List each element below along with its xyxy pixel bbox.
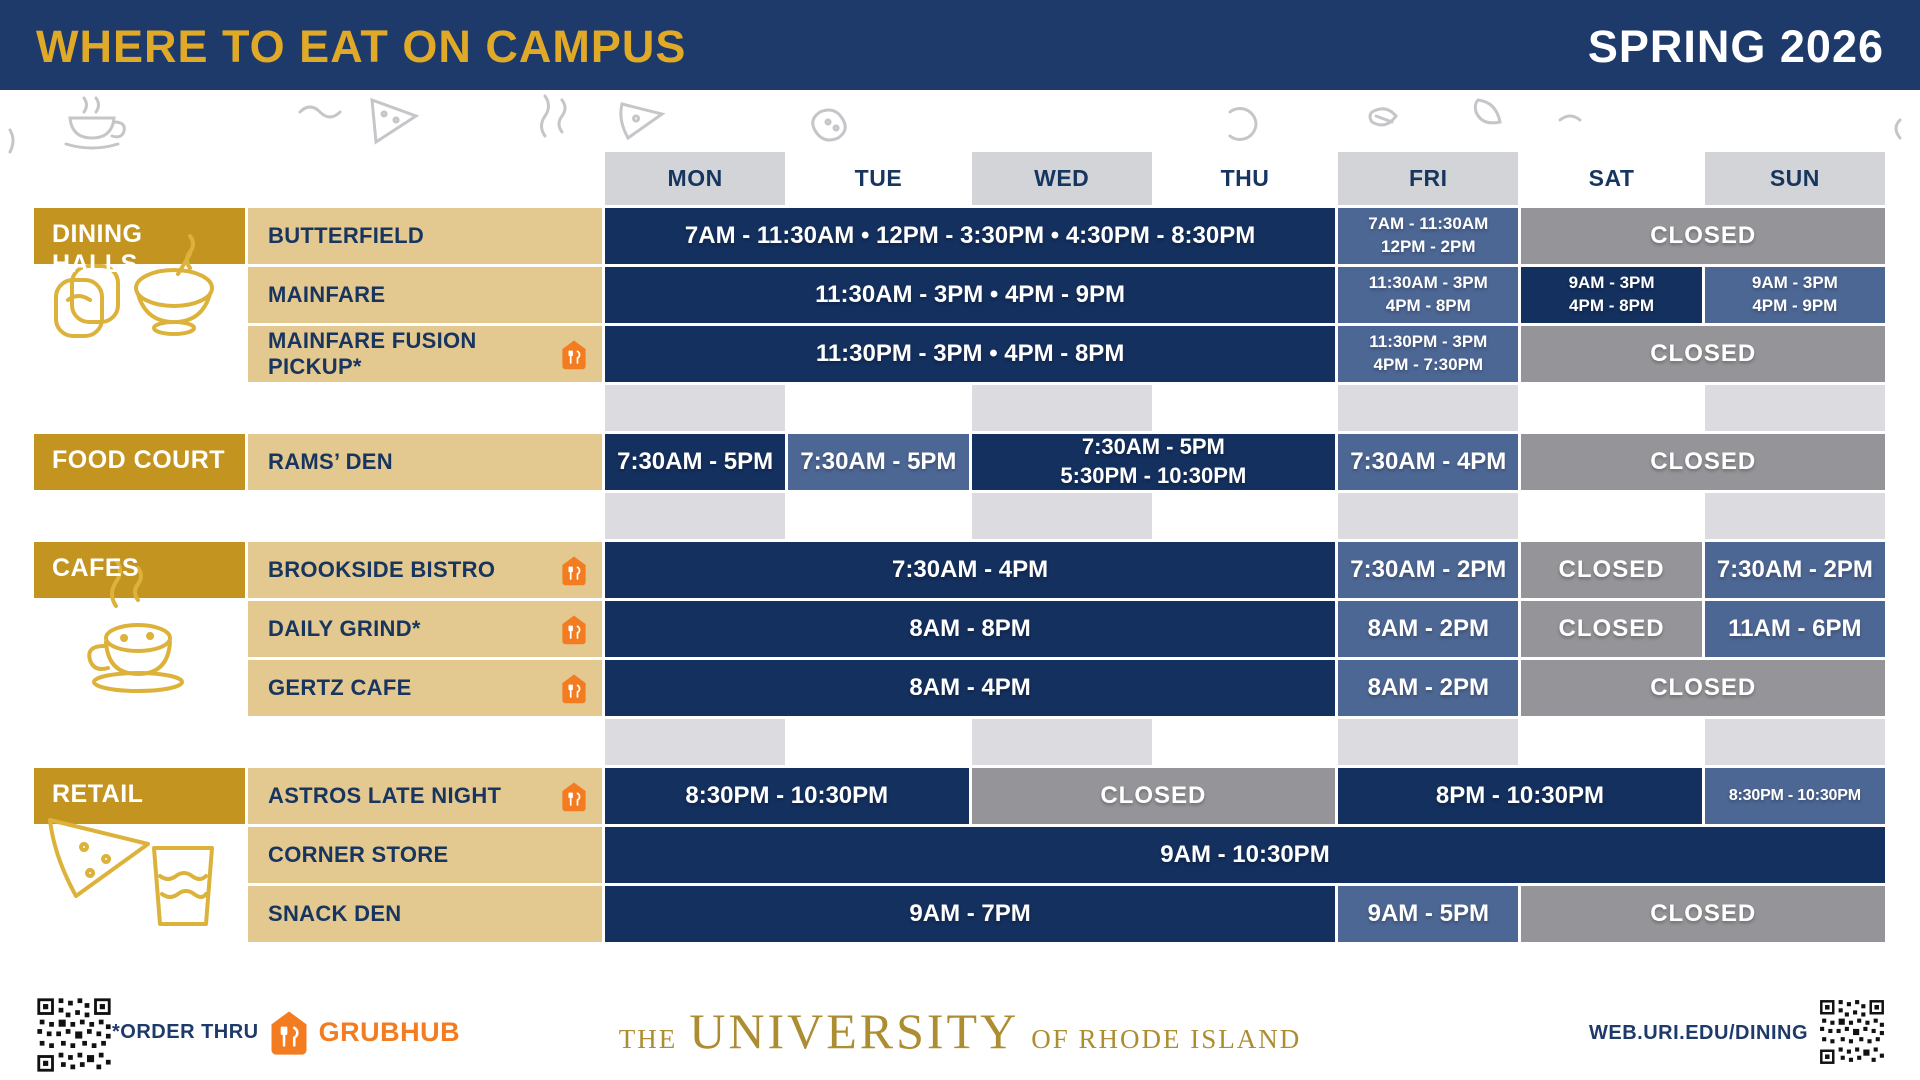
term-label: SPRING 2026 <box>1587 21 1884 72</box>
spacer <box>34 152 245 205</box>
grubhub-icon <box>560 339 588 370</box>
spacer <box>248 152 602 205</box>
qr-code <box>1818 998 1886 1066</box>
hours-cell: 8:30PM - 10:30PM <box>605 768 969 824</box>
section-food-court <box>34 434 1885 490</box>
grubhub-icon <box>560 555 588 586</box>
category-cell-retail: RETAIL <box>34 768 245 824</box>
hours-cell: 9AM - 7PM <box>605 886 1335 942</box>
order-thru-label: *ORDER THRU <box>112 1020 259 1043</box>
venue-cell-astros-late-night <box>248 768 602 824</box>
section-retail <box>34 768 1885 942</box>
hours-cell: 7:30AM - 4PM <box>605 542 1335 598</box>
page-title: WHERE TO EAT ON CAMPUS <box>36 21 687 72</box>
hours-cell: 11AM - 6PM <box>1705 601 1885 657</box>
venue-cell-corner-store <box>248 827 602 883</box>
hours-cell: 8AM - 2PM <box>1338 601 1518 657</box>
venue-name: MAINFARE FUSION PICKUP* <box>268 328 477 379</box>
grubhub-icon <box>560 673 588 704</box>
venue-name: DAILY GRIND* <box>268 616 421 641</box>
venue-cell-butterfield <box>248 208 602 264</box>
grubhub-icon <box>560 781 588 812</box>
closed-cell: CLOSED <box>1521 208 1885 264</box>
closed-cell: CLOSED <box>1521 542 1701 598</box>
venue-cell-snack-den <box>248 886 602 942</box>
section-dining-halls <box>34 208 1885 382</box>
header-band <box>0 0 1920 90</box>
hours-cell: 7:30AM - 4PM <box>1338 434 1518 490</box>
venue-name: BUTTERFIELD <box>268 223 425 248</box>
venue-cell-brookside-bistro <box>248 542 602 598</box>
hours-cell: 9AM - 3PM 4PM - 8PM <box>1521 267 1701 323</box>
hours-cell: 8AM - 4PM <box>605 660 1335 716</box>
day-header-mon: MON <box>605 152 785 205</box>
section-cafes <box>34 542 1885 716</box>
university-wordmark: THE UNIVERSITY OF RHODE ISLAND <box>618 1003 1302 1059</box>
venue-name: MAINFARE <box>268 282 386 307</box>
column-stripe-band <box>34 719 1885 765</box>
closed-cell: CLOSED <box>1521 660 1885 716</box>
closed-cell: CLOSED <box>1521 326 1885 382</box>
category-cell-cafes: CAFES <box>34 542 245 598</box>
chip-and-drink-icon <box>36 792 236 942</box>
grubhub-wordmark: GRUBHUB <box>318 1016 461 1047</box>
hours-cell: 8PM - 10:30PM <box>1338 768 1702 824</box>
venue-cell-rams-den <box>248 434 602 490</box>
hours-cell: 8AM - 2PM <box>1338 660 1518 716</box>
venue-name: GERTZ CAFE <box>268 675 412 700</box>
venue-cell-mainfare-fusion-pickup <box>248 326 602 382</box>
hours-cell: 9AM - 5PM <box>1338 886 1518 942</box>
hours-cell: 8:30PM - 10:30PM <box>1705 768 1885 824</box>
hours-cell: 7AM - 11:30AM • 12PM - 3:30PM • 4:30PM - 8:30PM <box>605 208 1335 264</box>
hours-cell: 7:30AM - 2PM <box>1705 542 1885 598</box>
day-header-row <box>34 152 1885 205</box>
day-header-sun: SUN <box>1705 152 1885 205</box>
venue-name: BROOKSIDE BISTRO <box>268 557 496 582</box>
column-stripe-band <box>34 493 1885 539</box>
closed-cell: CLOSED <box>1521 886 1885 942</box>
venue-cell-mainfare <box>248 267 602 323</box>
venue-cell-daily-grind <box>248 601 602 657</box>
venue-cell-gertz-cafe <box>248 660 602 716</box>
hours-cell: 7:30AM - 5PM 5:30PM - 10:30PM <box>972 434 1336 490</box>
venue-name: ASTROS LATE NIGHT <box>268 783 502 808</box>
hours-cell: 8AM - 8PM <box>605 601 1335 657</box>
hours-cell: 7:30AM - 2PM <box>1338 542 1518 598</box>
venue-name: SNACK DEN <box>268 901 402 926</box>
hours-cell: 9AM - 10:30PM <box>605 827 1885 883</box>
day-header-thu: THU <box>1155 152 1335 205</box>
column-stripe-band <box>34 385 1885 431</box>
day-header-sat: SAT <box>1521 152 1701 205</box>
hours-cell: 9AM - 3PM 4PM - 9PM <box>1705 267 1885 323</box>
hours-cell: 11:30AM - 3PM 4PM - 8PM <box>1338 267 1518 323</box>
category-cell-dining-halls: DINING HALLS <box>34 208 245 264</box>
hours-cell: 11:30PM - 3PM • 4PM - 8PM <box>605 326 1335 382</box>
venue-name: CORNER STORE <box>268 842 449 867</box>
day-header-fri: FRI <box>1338 152 1518 205</box>
hours-cell: 7AM - 11:30AM 12PM - 2PM <box>1338 208 1518 264</box>
day-header-tue: TUE <box>788 152 968 205</box>
grubhub-icon <box>560 614 588 645</box>
closed-cell: CLOSED <box>1521 601 1701 657</box>
dining-website-url: WEB.URI.EDU/DINING <box>1589 1022 1808 1044</box>
category-cell-food-court: FOOD COURT <box>34 434 245 490</box>
venue-name: RAMS’ DEN <box>268 449 393 474</box>
day-header-wed: WED <box>972 152 1152 205</box>
hours-cell: 7:30AM - 5PM <box>605 434 785 490</box>
hours-cell: 11:30PM - 3PM 4PM - 7:30PM <box>1338 326 1518 382</box>
closed-cell: CLOSED <box>1521 434 1885 490</box>
hours-cell: 7:30AM - 5PM <box>788 434 968 490</box>
closed-cell: CLOSED <box>972 768 1336 824</box>
hours-cell: 11:30AM - 3PM • 4PM - 9PM <box>605 267 1335 323</box>
